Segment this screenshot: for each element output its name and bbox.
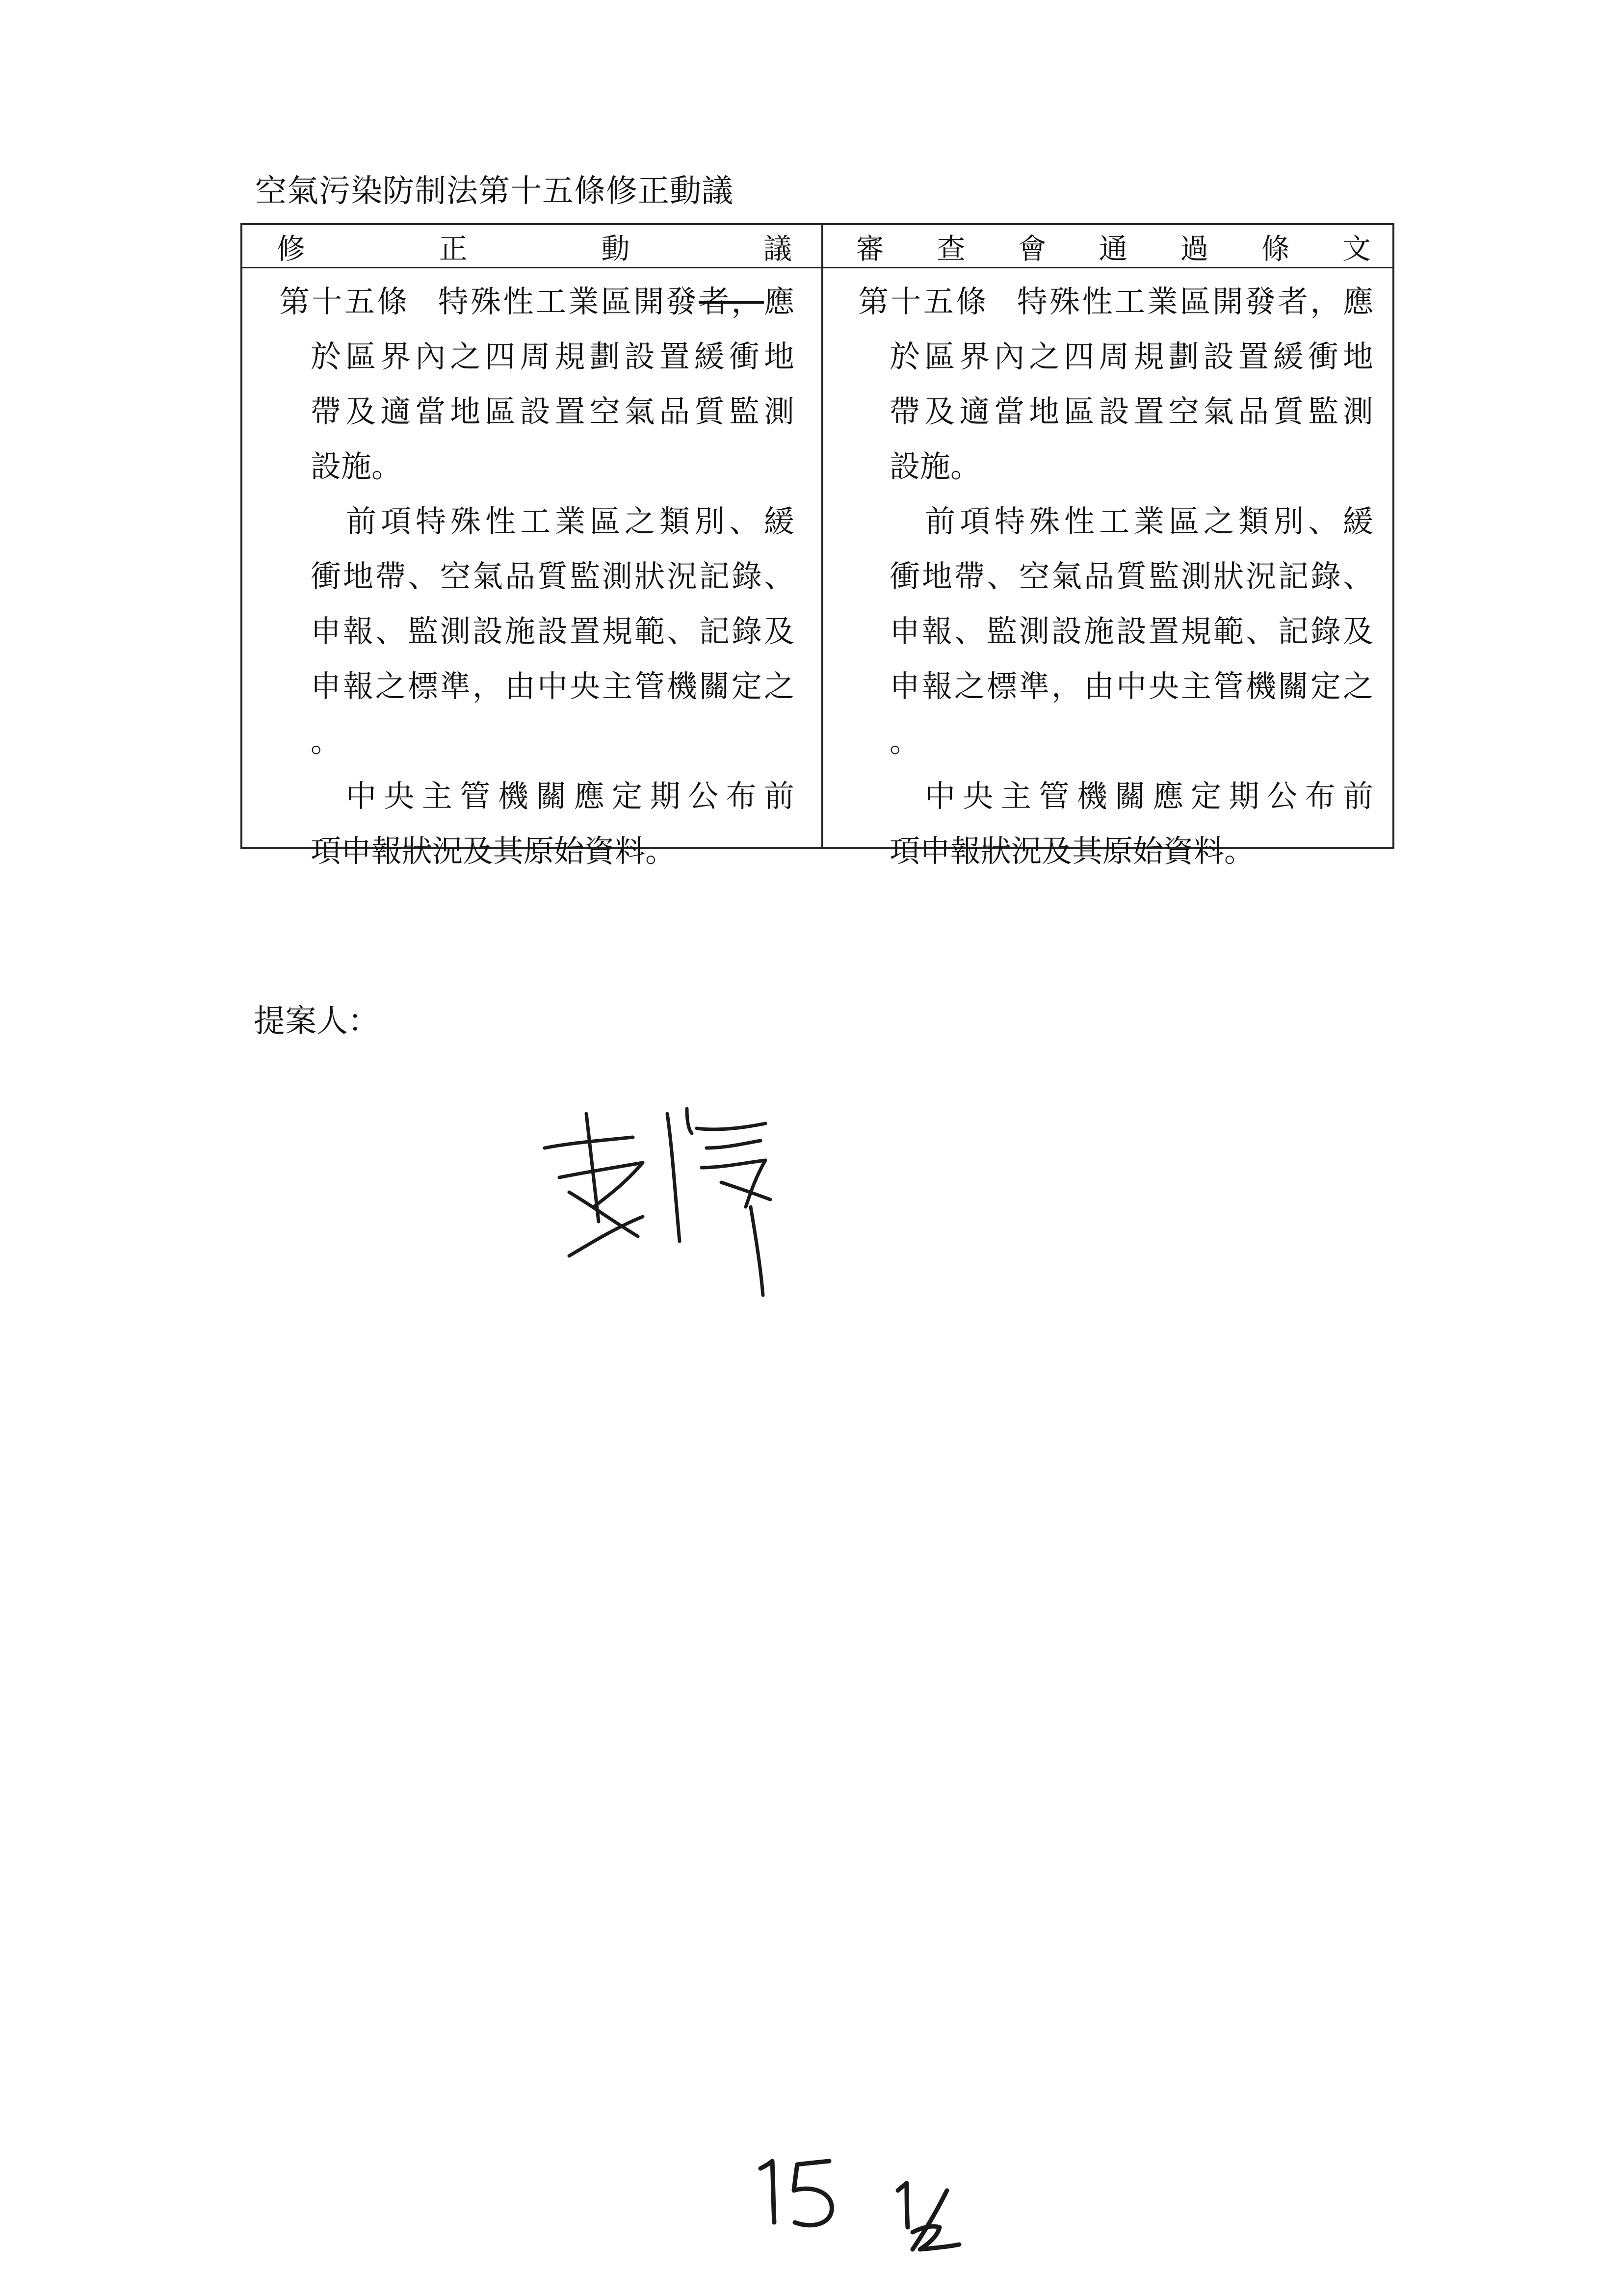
right-header-char: 會 bbox=[1018, 232, 1047, 265]
handwritten-page-number bbox=[751, 2144, 996, 2252]
article-text: 應 bbox=[763, 284, 794, 319]
article-line bbox=[858, 274, 1373, 329]
text-line: 項申報狀況及其原始資料。 bbox=[311, 833, 676, 869]
left-column-body bbox=[279, 274, 794, 879]
left-column-header bbox=[277, 229, 792, 263]
column-divider bbox=[821, 225, 823, 847]
left-header-char: 修 bbox=[277, 232, 306, 265]
text-line: 於區界內之四周規劃設置緩衝地 bbox=[890, 339, 1373, 374]
header-rule bbox=[242, 267, 1392, 268]
text-line: 衝地帶、空氣品質監測狀況記錄、 bbox=[890, 558, 1373, 594]
right-header-char: 條 bbox=[1261, 232, 1290, 265]
left-header-char: 議 bbox=[763, 232, 792, 265]
text-line: 衝地帶、空氣品質監測狀況記錄、 bbox=[311, 558, 794, 594]
text-line: 帶及適當地區設置空氣品質監測 bbox=[311, 393, 794, 429]
text-line: 申報、監測設施設置規範、記錄及 bbox=[311, 613, 794, 649]
text-line: 設施。 bbox=[311, 448, 402, 484]
article-text: 特殊性工業區開發者，應 bbox=[1017, 284, 1373, 319]
amendment-table bbox=[240, 223, 1394, 869]
right-header-char: 通 bbox=[1099, 232, 1127, 265]
text-line: 中央主管機關應定期公布前 bbox=[925, 778, 1373, 814]
right-column-body bbox=[858, 274, 1373, 879]
text-line: 中央主管機關應定期公布前 bbox=[346, 778, 794, 814]
right-header-char: 文 bbox=[1342, 232, 1371, 265]
text-line: 項申報狀況及其原始資料。 bbox=[890, 833, 1255, 869]
text-line: 申報之標準，由中央主管機關定之 bbox=[890, 668, 1373, 704]
text-line: 申報、監測設施設置規範、記錄及 bbox=[890, 613, 1373, 649]
document-title: 空氣污染防制法第十五條修正動議 bbox=[255, 173, 733, 209]
article-line bbox=[279, 274, 794, 329]
left-header-char: 正 bbox=[439, 232, 468, 265]
article-text: 特殊性工業區開發 bbox=[438, 284, 699, 319]
text-line: 。 bbox=[311, 723, 341, 759]
text-line: 帶及適當地區設置空氣品質監測 bbox=[890, 393, 1373, 429]
text-line: 申報之標準，由中央主管機關定之 bbox=[311, 668, 794, 704]
right-header-char: 查 bbox=[937, 232, 966, 265]
article-number: 第十五條 bbox=[858, 284, 989, 319]
text-line: 。 bbox=[890, 723, 920, 759]
proposer-label: 提案人： bbox=[254, 1003, 379, 1040]
text-line: 設施。 bbox=[890, 448, 981, 484]
left-header-char: 動 bbox=[601, 232, 630, 265]
struck-text: 者， bbox=[699, 284, 764, 319]
right-header-char: 過 bbox=[1180, 232, 1209, 265]
handwritten-signature bbox=[540, 1094, 814, 1300]
article-number: 第十五條 bbox=[279, 284, 410, 319]
text-line: 於區界內之四周規劃設置緩衝地 bbox=[311, 339, 794, 374]
right-column-header bbox=[856, 229, 1371, 263]
right-header-char: 審 bbox=[856, 232, 885, 265]
text-line: 前項特殊性工業區之類別、緩 bbox=[346, 503, 794, 539]
text-line: 前項特殊性工業區之類別、緩 bbox=[925, 503, 1373, 539]
